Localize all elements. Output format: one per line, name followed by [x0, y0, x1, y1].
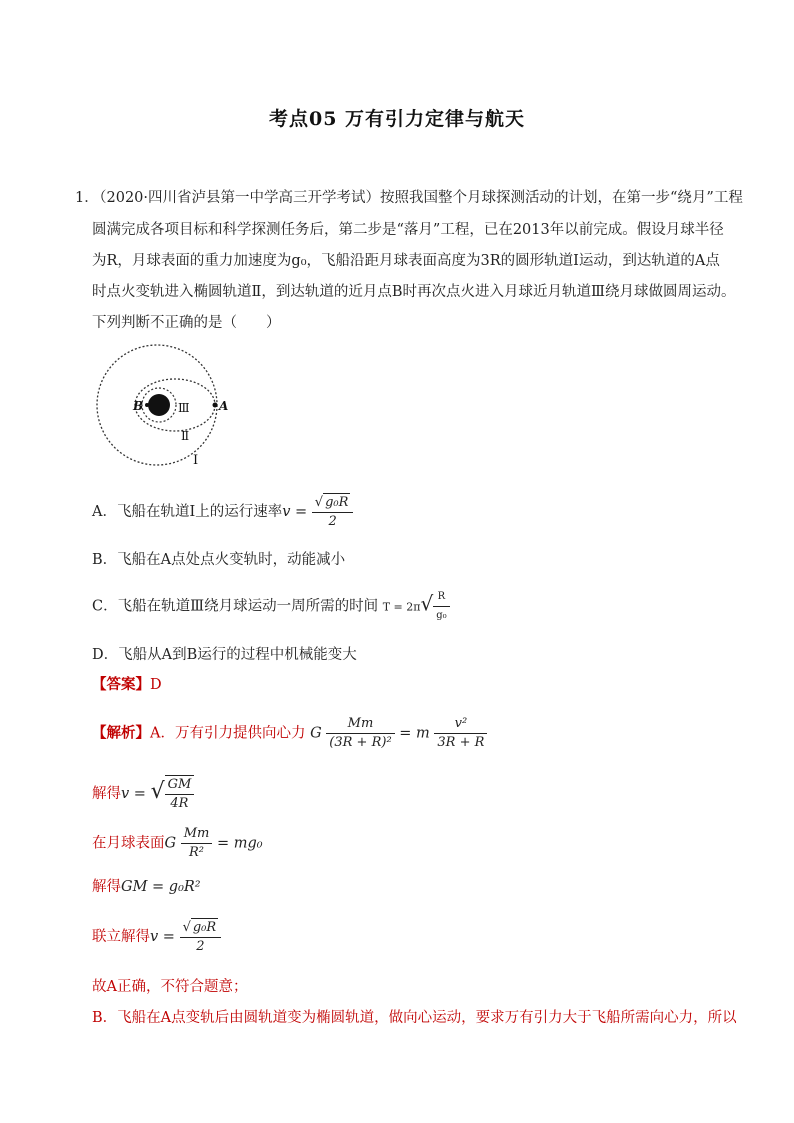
question-number: 1． [75, 190, 99, 206]
page-title: 考点05 万有引力定律与航天 [268, 108, 526, 130]
f2-frac [165, 775, 195, 813]
f5-num: g₀R [192, 920, 217, 935]
label-orbit-2: Ⅱ [181, 429, 190, 443]
f3-frac [181, 825, 213, 862]
analysis-combine [92, 918, 221, 956]
surface-text: 在月球表面 [92, 835, 165, 852]
solve1-text: 解得 [92, 786, 121, 802]
analysis-b: B．飞船在A点变轨后由圆轨道变为椭圆轨道，做向心运动，要求万有引力大于飞船所需向心力，所以 [92, 1010, 737, 1026]
option-c-text: C．飞船在轨道Ⅲ绕月球运动一周所需的时间 [92, 598, 379, 615]
analysis-a [92, 715, 487, 752]
option-a-fraction: $\frac{\text{√ g₀R}}{2}$ [312, 493, 354, 531]
question-line-4: 时点火变轨进入椭圆轨道Ⅱ，到达轨道的近月点B时再次点火进入月球近月轨道Ⅲ绕月球做圆周运动。 [92, 284, 736, 300]
f3-den: R² [189, 845, 205, 860]
f2-den: 4R [170, 796, 189, 811]
f3-lhs: G [164, 835, 177, 852]
option-a-num: g₀R [325, 495, 349, 510]
f1-lhs: G [310, 725, 322, 742]
f3-rhs: = mg₀ [216, 835, 263, 852]
combine-text: 联立解得 [92, 929, 150, 945]
f1-frac1 [326, 715, 394, 752]
label-orbit-3: Ⅲ [178, 401, 190, 415]
f1-den2: 3R + R [437, 735, 485, 750]
f3-num: Mm [181, 825, 213, 844]
f1-num1: Mm [326, 715, 394, 734]
f2-num: GM [165, 776, 195, 795]
option-b: B．飞船在A点处点火变轨时，动能减小 [92, 552, 346, 568]
answer-line [92, 673, 162, 694]
f1-eq: = m [399, 725, 430, 742]
f2-lhs: v = [121, 786, 146, 802]
analysis-solve-1: 解得v = √ $\frac{GM}{4R}$ [92, 775, 194, 813]
point-a-dot [213, 403, 218, 408]
question-line-5: 下列判断不正确的是（ ） [92, 315, 281, 331]
option-a-text: A．飞船在轨道Ⅰ上的运行速率 [92, 504, 283, 520]
f5-den: 2 [196, 939, 205, 954]
option-a-lhs: v = [282, 504, 308, 520]
analysis-label: 【解析】 [92, 724, 150, 742]
analysis-solve-2 [92, 875, 201, 896]
f4: GM = g₀R² [121, 879, 201, 895]
f1-num2: v² [434, 715, 487, 734]
label-b: B [133, 399, 144, 413]
analysis-conclusion: 故A正确，不符合题意； [92, 979, 248, 995]
label-a: A [219, 399, 229, 413]
option-a-den: 2 [328, 514, 337, 529]
question-line-2: 圆满完成各项目标和科学探测任务后，第二步是“落月”工程，已在2013年以前完成。假设月球半径 [92, 222, 724, 238]
orbit-diagram [96, 338, 246, 473]
answer-label: 【答案】 [92, 676, 150, 693]
analysis-surface [92, 825, 263, 862]
solve2-text: 解得 [92, 879, 121, 895]
option-a [92, 493, 353, 531]
option-c-fraction [433, 588, 449, 625]
option-c-den: g₀ [436, 610, 447, 621]
f5-lhs: v = [150, 929, 175, 945]
option-c-num: R [433, 588, 449, 607]
f1-frac2 [434, 715, 487, 752]
label-orbit-1: Ⅰ [193, 453, 199, 468]
option-c-lhs: T = 2π [382, 600, 421, 614]
question-line-1: （2020·四川省泸县第一中学高三开学考试）按照我国整个月球探测活动的计划，在第一步“绕月”工程 [92, 190, 743, 206]
analysis-a-text: A．万有引力提供向心力 [150, 725, 306, 742]
option-d: D．飞船从A到B运行的过程中机械能变大 [92, 647, 357, 663]
point-b-dot [145, 403, 149, 407]
option-c: C．飞船在轨道Ⅲ绕月球运动一周所需的时间 T = 2π√ $\frac{R}{\text{g₀}}$ [92, 588, 450, 625]
f5-frac: $\frac{\text{√ g₀R}}{2}$ [180, 918, 222, 956]
f1-den1: (3R + R)² [329, 735, 392, 750]
moon-icon [148, 394, 170, 416]
question-line-3: 为R，月球表面的重力加速度为g₀，飞船沿距月球表面高度为3R的圆形轨道Ⅰ运动，到达轨道的A点 [92, 253, 720, 269]
answer-value: D [150, 677, 162, 693]
